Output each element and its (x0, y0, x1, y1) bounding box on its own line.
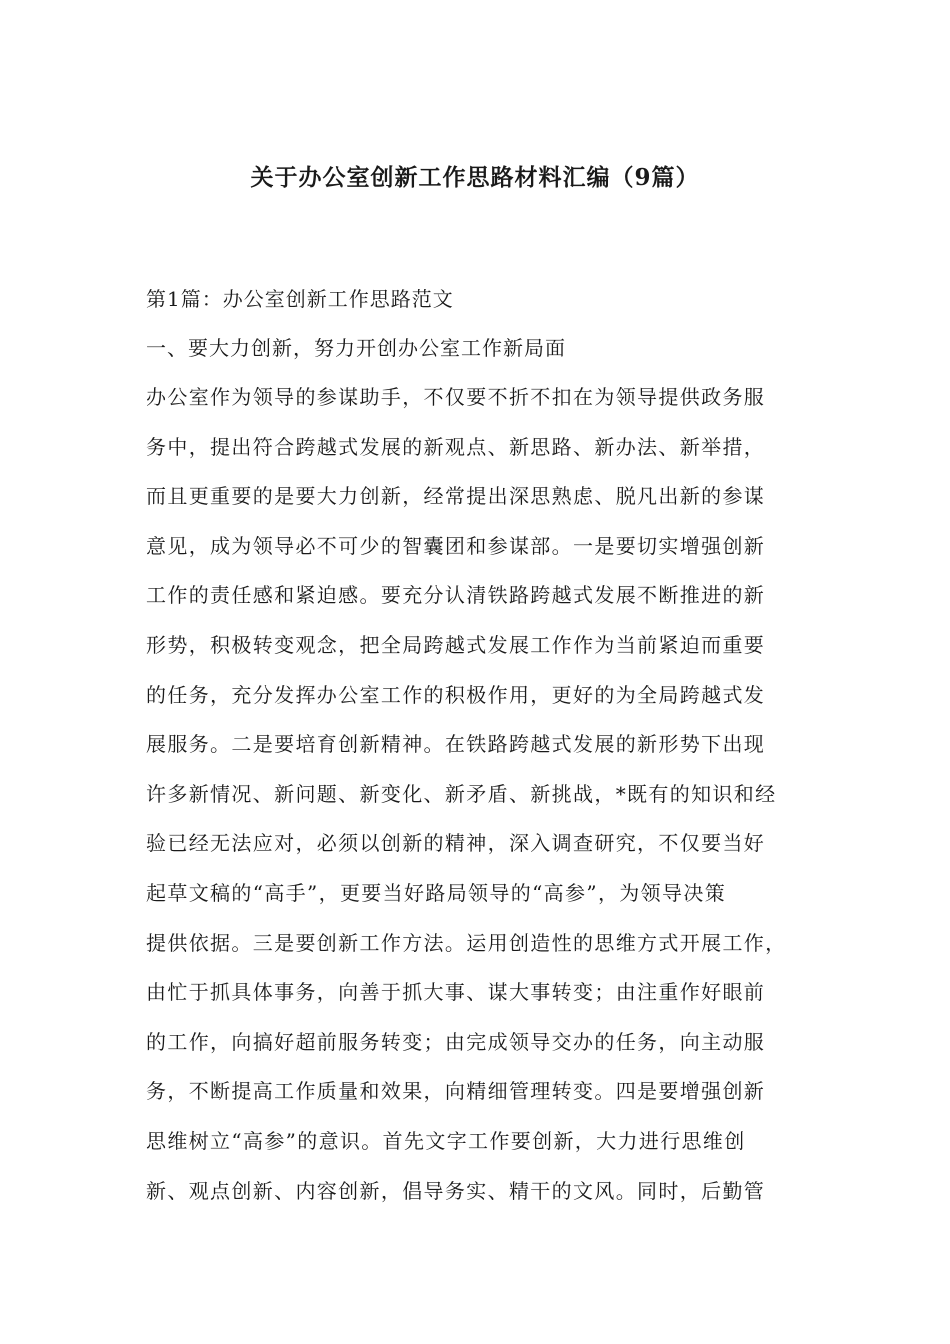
text-line: 形势，积极转变观念，把全局跨越式发展工作作为当前紧迫而重要 (146, 632, 766, 657)
text-line: 工作的责任感和紧迫感。要充分认清铁路跨越式发展不断推进的新 (146, 583, 766, 608)
text-line: 务中，提出符合跨越式发展的新观点、新思路、新办法、新举措， (146, 434, 766, 459)
text-line: 办公室作为领导的参谋助手，不仅要不折不扣在为领导提供政务服 (146, 385, 766, 409)
text-line: 务，不断提高工作质量和效果，向精细管理转变。四是要增强创新 (146, 1079, 766, 1104)
text-line: 意见，成为领导必不可少的智囊团和参谋部。一是要切实增强创新 (146, 533, 766, 558)
text-line: 提供依据。三是要创新工作方法。运用创造性的思维方式开展工作， (146, 930, 787, 955)
text-line: 而且更重要的是要大力创新，经常提出深思熟虑、脱凡出新的参谋 (146, 484, 766, 509)
text-line: 展服务。二是要培育创新精神。在铁路跨越式发展的新形势下出现 (146, 732, 766, 757)
text-line: 验已经无法应对，必须以创新的精神，深入调查研究，不仅要当好 (146, 831, 766, 856)
subheading: 一、要大力创新，努力开创办公室工作新局面 (146, 336, 566, 360)
document-title: 关于办公室创新工作思路材料汇编（9篇） (250, 164, 700, 191)
section-title: 第1篇：办公室创新工作思路范文 (146, 287, 454, 311)
text-line: 思维树立“高参”的意识。首先文字工作要创新，大力进行思维创 (146, 1128, 746, 1153)
text-line: 新、观点创新、内容创新，倡导务实、精干的文风。同时，后勤管 (146, 1178, 766, 1203)
text-line: 起草文稿的“高手”，更要当好路局领导的“高参”，为领导决策 (146, 880, 727, 905)
text-line: 由忙于抓具体事务，向善于抓大事、谋大事转变；由注重作好眼前 (146, 980, 766, 1005)
text-line: 的任务，充分发挥办公室工作的积极作用，更好的为全局跨越式发 (146, 682, 766, 707)
body-text (146, 382, 836, 1225)
text-line: 许多新情况、新问题、新变化、新矛盾、新挑战，*既有的知识和经 (146, 781, 777, 806)
text-line: 的工作，向搞好超前服务转变；由完成领导交办的任务，向主动服 (146, 1029, 766, 1054)
